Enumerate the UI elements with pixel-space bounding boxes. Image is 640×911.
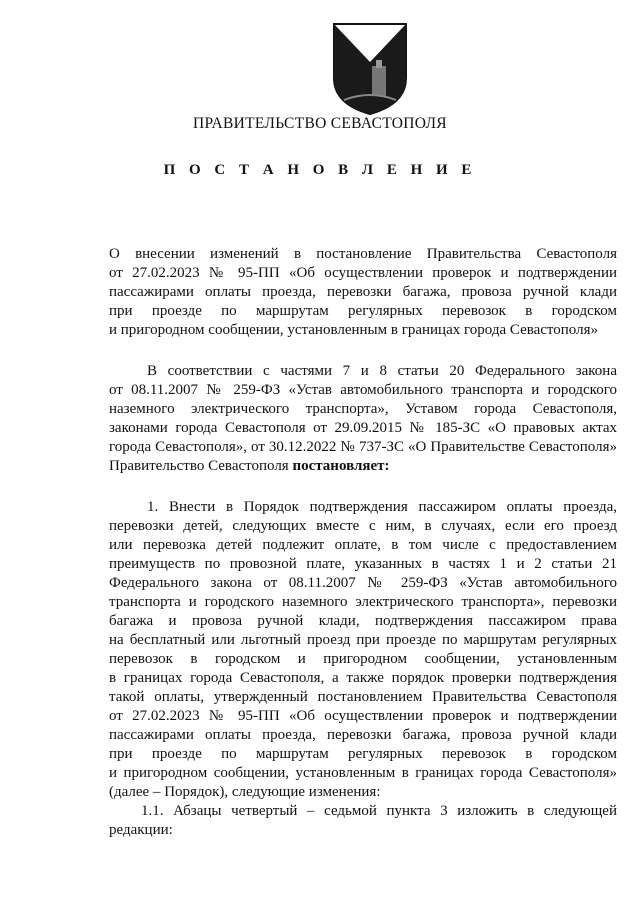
subject-line: О внесении изменений в постановление Правительства Севастополя (109, 246, 617, 262)
item-1-line: такой оплаты, утвержденный постановлением Правительства Севастополя (109, 689, 617, 705)
item-1-line: Федерального закона от 08.11.2007 № 259-ФЗ «Устав автомобильного (109, 575, 617, 591)
preamble-line: законами города Севастополя от 29.09.2015 № 185-ЗС «О правовых актах (109, 420, 617, 436)
preamble-subject: Правительство Севастополя (109, 458, 293, 474)
item-1-line: преимуществ по провозной плате, указанных в частях 1 и 2 статьи 21 (109, 556, 617, 572)
item-1-line: багажа и провоза ручной клади, подтверждения пассажиром права (109, 613, 617, 629)
subject-line: и пригородном сообщении, установленным в границах города Севастополя» (109, 322, 598, 338)
preamble-paragraph (109, 362, 617, 476)
document-subject (109, 245, 617, 340)
preamble-line: от 08.11.2007 № 259-ФЗ «Устав автомобильного транспорта и городского (109, 382, 617, 398)
item-1-line: 1. Внести в Порядок подтверждения пассажиром оплаты проезда, (147, 499, 617, 515)
item-1-1-paragraph (109, 802, 617, 840)
item-1-line: и пригородном сообщении, установленным в границах города Севастополя» (109, 765, 617, 781)
item-1-line: (далее – Порядок), следующие изменения: (109, 784, 381, 800)
item-1-line: перевозок в городском и пригородном сообщении, установленным (109, 651, 617, 667)
item-1-line: от 27.02.2023 № 95-ПП «Об осуществлении проверок и подтверждении (109, 708, 617, 724)
subject-line: при проезде по маршрутам регулярных перевозок в городском (109, 303, 617, 319)
item-1-1-line: редакции: (109, 822, 173, 838)
subject-line: от 27.02.2023 № 95-ПП «Об осуществлении проверок и подтверждении (109, 265, 617, 281)
item-1-line: или перевозка детей подлежит оплате, в том числе с предоставлением (109, 537, 617, 553)
item-1-1-line: 1.1. Абзацы четвертый – седьмой пункта 3 изложить в следующей (141, 803, 617, 819)
item-1-line: перевозки детей, следующих вместе с ним, в случаях, если его проезд (109, 518, 617, 534)
item-1-line: на бесплатный или льготный проезд при проезде по маршрутам регулярных (109, 632, 617, 648)
preamble-line: В соответствии с частями 7 и 8 статьи 20 Федерального закона (147, 363, 617, 379)
coat-of-arms-emblem (330, 20, 410, 116)
preamble-line: города Севастополя», от 30.12.2022 № 737-ЗС «О Правительстве Севастополя» (109, 439, 617, 455)
item-1-paragraph (109, 498, 617, 802)
operative-verb: постановляет: (292, 458, 390, 474)
document-type-title: П О С Т А Н О В Л Е Н И Е (163, 162, 477, 178)
issuing-authority: ПРАВИТЕЛЬСТВО СЕВАСТОПОЛЯ (193, 115, 447, 132)
item-1-line: в границах города Севастополя, а также порядок проверки подтверждения (109, 670, 617, 686)
item-1-line: транспорта и городского наземного электрического транспорта», перевозки (109, 594, 617, 610)
item-1-line: пассажирами оплаты проезда, перевозки багажа, провоза ручной клади (109, 727, 617, 743)
preamble-line: наземного электрического транспорта», Уставом города Севастополя, (109, 401, 617, 417)
subject-line: пассажирами оплаты проезда, перевозки багажа, провоза ручной клади (109, 284, 617, 300)
preamble-line (109, 457, 617, 476)
item-1-line: при проезде по маршрутам регулярных перевозок в городском (109, 746, 617, 762)
